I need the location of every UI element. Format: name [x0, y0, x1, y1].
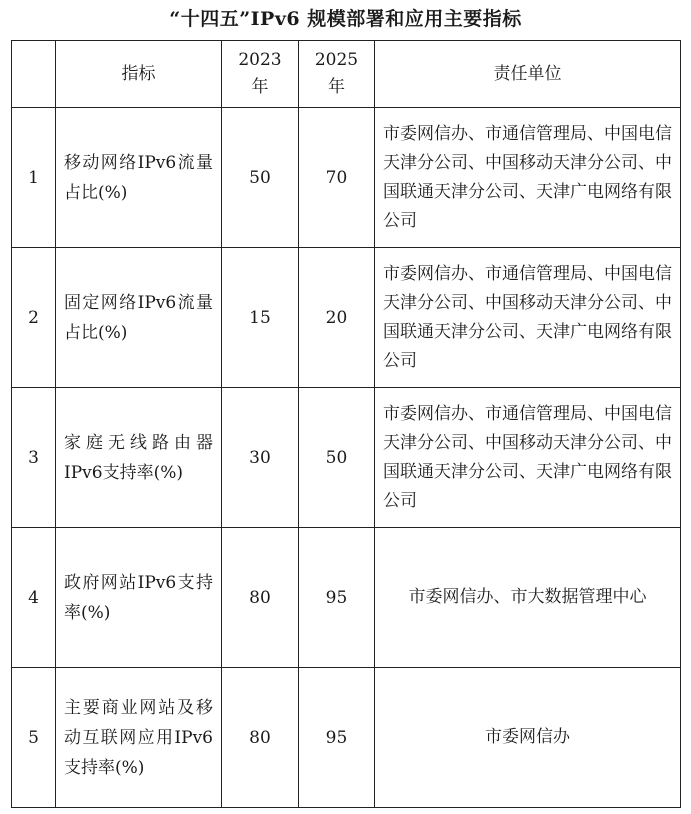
row-responsible-unit: 市委网信办	[375, 668, 681, 808]
row-value-2023: 30	[222, 388, 299, 528]
table-row	[12, 248, 681, 388]
row-value-2023: 80	[222, 668, 299, 808]
header-year-2025	[299, 41, 375, 108]
row-value-2025: 95	[299, 528, 375, 668]
row-indicator: 固定网络IPv6流量占比(%)	[56, 248, 222, 388]
row-responsible-unit: 市委网信办、市大数据管理中心	[375, 528, 681, 668]
document-title: “十四五”IPv6 规模部署和应用主要指标	[169, 8, 522, 30]
row-value-2023: 80	[222, 528, 299, 668]
header-responsible-unit: 责任单位	[375, 41, 681, 108]
row-value-2025: 95	[299, 668, 375, 808]
header-year-2023-suffix: 年	[251, 77, 269, 97]
row-indicator: 家庭无线路由器IPv6支持率(%)	[56, 388, 222, 528]
header-number	[12, 41, 56, 108]
row-value-2023: 50	[222, 108, 299, 248]
row-number: 2	[12, 248, 56, 388]
row-responsible-unit: 市委网信办、市通信管理局、中国电信天津分公司、中国移动天津分公司、中国联通天津分公司、天津广电网络有限公司	[375, 248, 681, 388]
indicator-table	[11, 40, 681, 808]
row-number: 1	[12, 108, 56, 248]
header-year-2023	[222, 41, 299, 108]
table-row	[12, 528, 681, 668]
table-row	[12, 108, 681, 248]
table-row	[12, 388, 681, 528]
row-indicator: 主要商业网站及移动互联网应用IPv6支持率(%)	[56, 668, 222, 808]
row-value-2025: 50	[299, 388, 375, 528]
row-value-2025: 20	[299, 248, 375, 388]
row-number: 3	[12, 388, 56, 528]
header-year-2025-suffix: 年	[328, 77, 345, 97]
header-year-2023-number: 2023	[238, 50, 282, 70]
row-responsible-unit: 市委网信办、市通信管理局、中国电信天津分公司、中国移动天津分公司、中国联通天津分公司、天津广电网络有限公司	[375, 108, 681, 248]
table-header-row	[12, 41, 681, 108]
table-row	[12, 668, 681, 808]
row-number: 5	[12, 668, 56, 808]
row-indicator: 移动网络IPv6流量占比(%)	[56, 108, 222, 248]
row-value-2025: 70	[299, 108, 375, 248]
row-number: 4	[12, 528, 56, 668]
row-indicator: 政府网站IPv6支持率(%)	[56, 528, 222, 668]
header-indicator: 指标	[56, 41, 222, 108]
row-responsible-unit: 市委网信办、市通信管理局、中国电信天津分公司、中国移动天津分公司、中国联通天津分公司、天津广电网络有限公司	[375, 388, 681, 528]
row-value-2023: 15	[222, 248, 299, 388]
header-year-2025-number: 2025	[314, 50, 359, 70]
